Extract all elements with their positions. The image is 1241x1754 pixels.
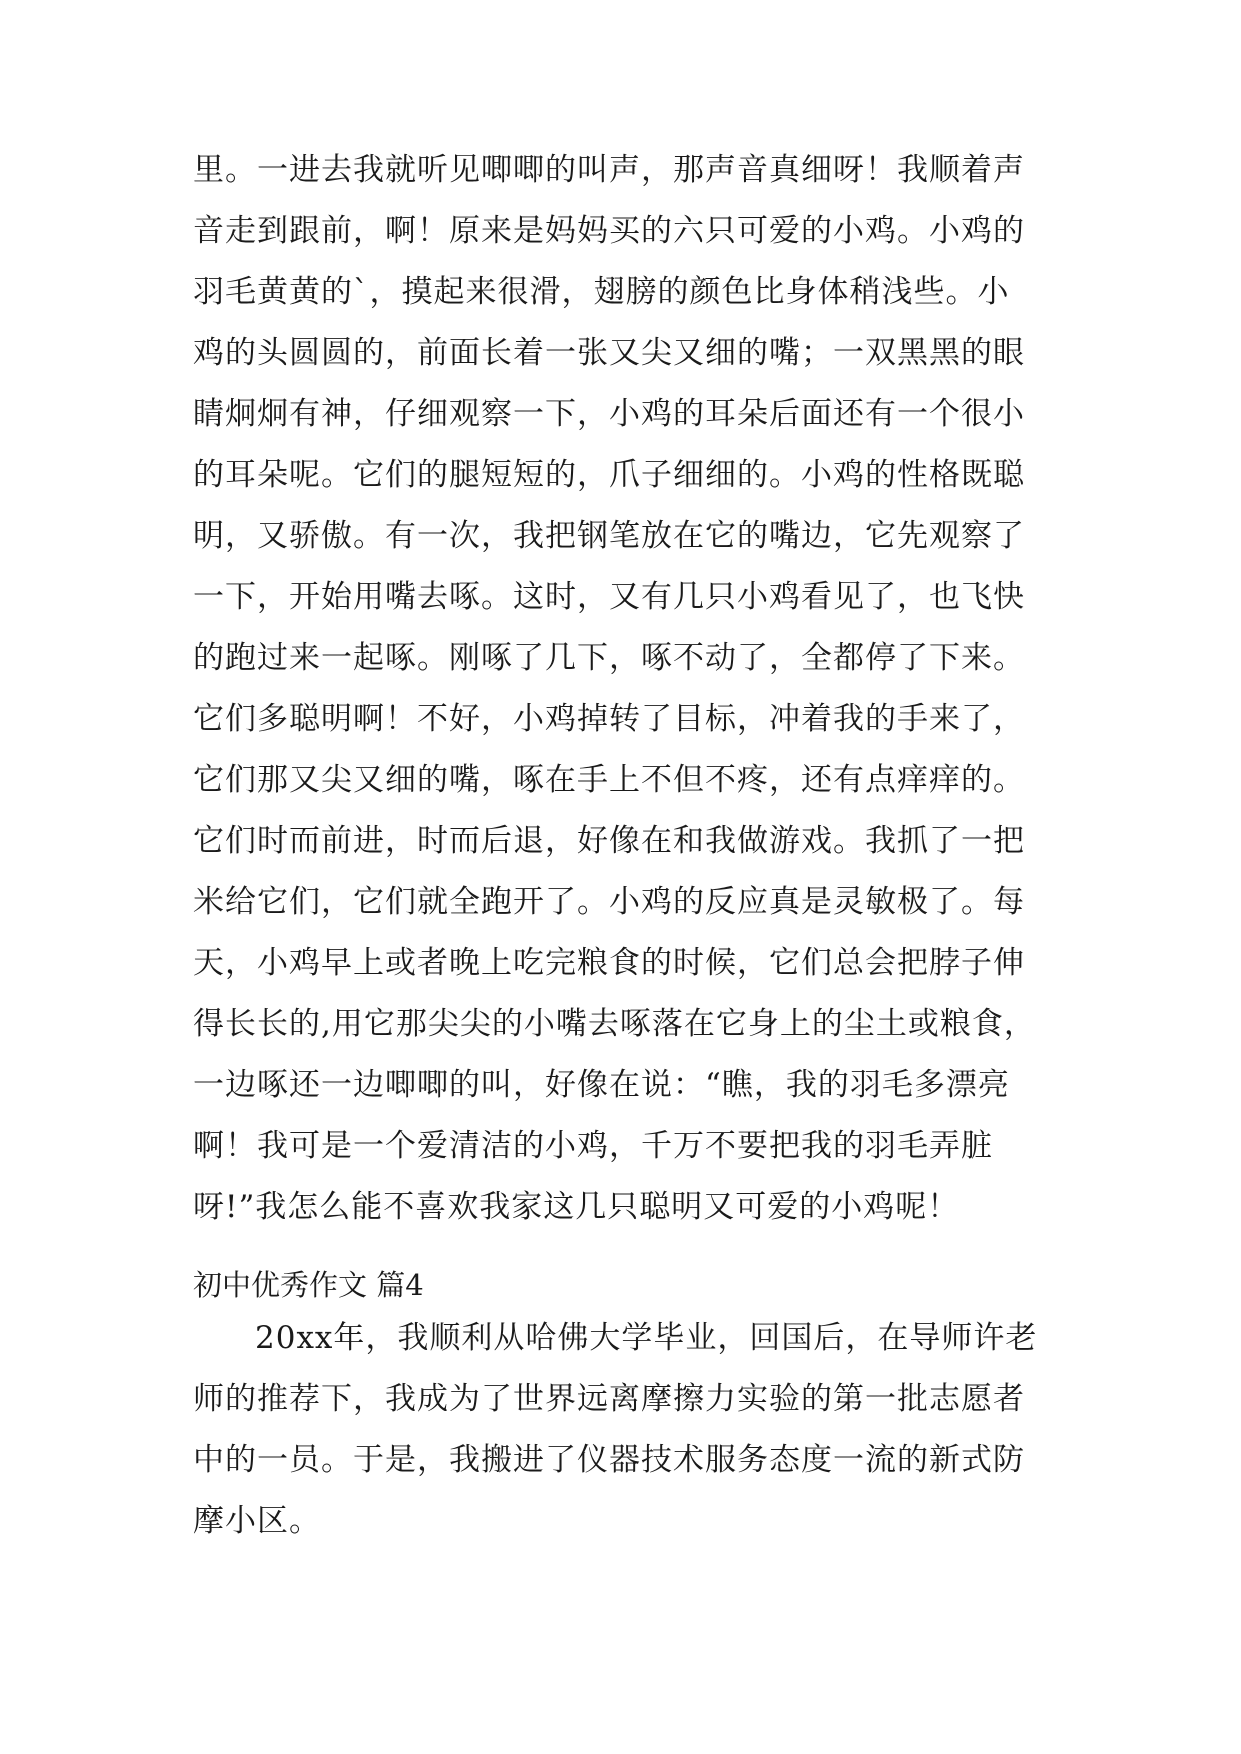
paragraph-line: 它们那又尖又细的嘴，啄在手上不但不疼，还有点痒痒的。 — [193, 762, 1025, 798]
paragraph-line: 的跑过来一起啄。刚啄了几下，啄不动了，全都停了下来。 — [193, 640, 1025, 676]
paragraph-line: 羽毛黄黄的`，摸起来很滑，翅膀的颜色比身体稍浅些。小 — [193, 274, 1010, 310]
section-heading: 初中优秀作文 篇4 — [193, 1268, 424, 1302]
paragraph-line: 得长长的,用它那尖尖的小嘴去啄落在它身上的尘土或粮食， — [193, 1006, 1036, 1042]
paragraph-line: 中的一员。于是，我搬进了仪器技术服务态度一流的新式防 — [193, 1442, 1025, 1478]
paragraph-line: 睛炯炯有神，仔细观察一下，小鸡的耳朵后面还有一个很小 — [193, 396, 1025, 432]
paragraph-line: 一边啄还一边唧唧的叫，好像在说：“瞧，我的羽毛多漂亮 — [193, 1067, 1010, 1103]
paragraph-line: 20xx年，我顺利从哈佛大学毕业，回国后，在导师许老 — [255, 1320, 1038, 1356]
paragraph-line: 米给它们，它们就全跑开了。小鸡的反应真是灵敏极了。每 — [193, 884, 1025, 920]
paragraph-line: 呀!”我怎么能不喜欢我家这几只聪明又可爱的小鸡呢！ — [193, 1189, 960, 1225]
essay-paragraph-1 — [193, 140, 1063, 1238]
paragraph-line: 摩小区。 — [193, 1503, 321, 1539]
paragraph-line: 明，又骄傲。有一次，我把钢笔放在它的嘴边，它先观察了 — [193, 518, 1025, 554]
paragraph-line: 一下，开始用嘴去啄。这时，又有几只小鸡看见了，也飞快 — [193, 579, 1025, 615]
paragraph-line: 它们多聪明啊！不好，小鸡掉转了目标，冲着我的手来了， — [193, 701, 1025, 737]
paragraph-line: 的耳朵呢。它们的腿短短的，爪子细细的。小鸡的性格既聪 — [193, 457, 1025, 493]
paragraph-line: 天，小鸡早上或者晚上吃完粮食的时候，它们总会把脖子伸 — [193, 945, 1025, 981]
paragraph-line: 里。一进去我就听见唧唧的叫声，那声音真细呀！我顺着声 — [193, 152, 1025, 188]
essay-paragraph-2 — [193, 1308, 1063, 1552]
paragraph-line: 它们时而前进，时而后退，好像在和我做游戏。我抓了一把 — [193, 823, 1025, 859]
paragraph-line: 师的推荐下，我成为了世界远离摩擦力实验的第一批志愿者 — [193, 1381, 1025, 1417]
paragraph-line: 音走到跟前，啊！原来是妈妈买的六只可爱的小鸡。小鸡的 — [193, 213, 1025, 249]
paragraph-line: 啊！我可是一个爱清洁的小鸡，千万不要把我的羽毛弄脏 — [193, 1128, 993, 1164]
paragraph-line: 鸡的头圆圆的，前面长着一张又尖又细的嘴；一双黑黑的眼 — [193, 335, 1025, 371]
